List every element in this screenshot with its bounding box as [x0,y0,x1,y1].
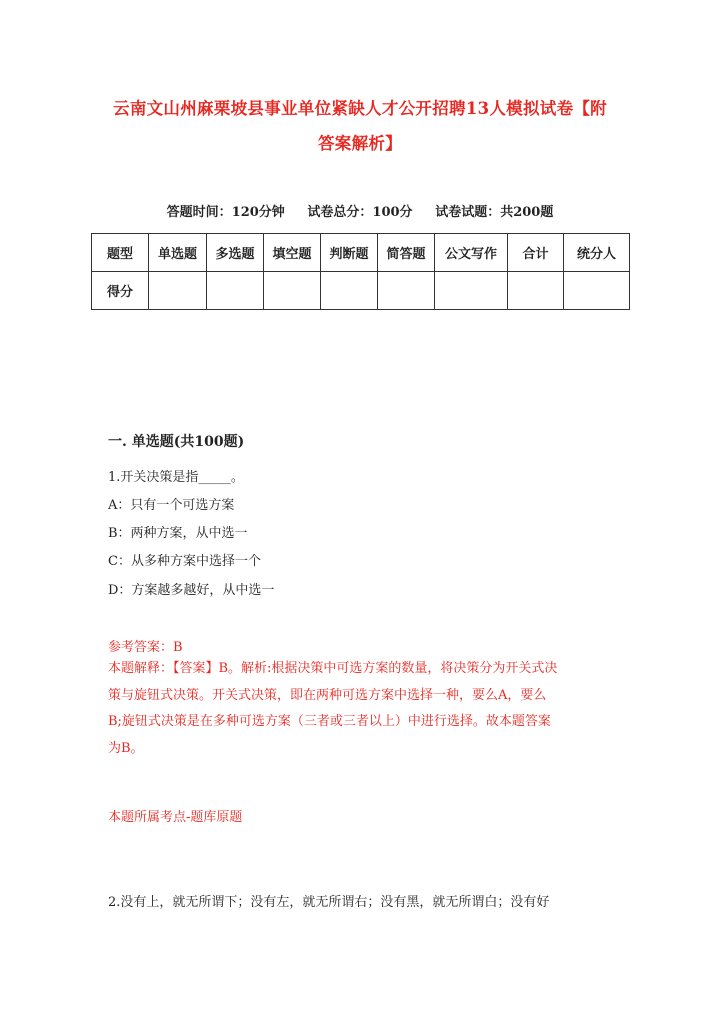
score-cell [378,272,435,310]
question-1-option-a: A：只有一个可选方案 [108,498,235,513]
explanation-line: 策与旋钮式决策。开关式决策，即在两种可选方案中选择一种，要么A，要么 [108,687,547,703]
section-heading: 一. 单选题(共100题) [108,434,245,450]
score-cell [321,272,378,310]
question-1-stem: 1.开关决策是指_____。 [108,470,244,485]
question-1-answer: 参考答案：B [108,640,183,655]
score-cell [435,272,508,310]
document-title-line-1: 云南文山州麻栗坡县事业单位紧缺人才公开招聘13人模拟试卷【附 [113,99,607,118]
explanation-line: B;旋钮式决策是在多种可选方案（三者或三者以上）中进行选择。故本题答案 [108,714,551,729]
score-row-label: 得分 [92,272,149,310]
score-table [91,233,630,310]
question-1-option-c: C：从多种方案中选择一个 [108,554,261,569]
score-cell [264,272,321,310]
document-title-line-2: 答案解析】 [318,134,402,153]
score-cell [564,272,630,310]
header-cell-document-writing: 公文写作 [435,234,508,272]
exam-info: 答题时间：120分钟 试卷总分：100分 试卷试题：共200题 [166,205,554,220]
question-1-option-b: B：两种方案，从中选一 [108,526,248,541]
score-cell [149,272,207,310]
header-cell-total: 合计 [508,234,564,272]
score-cell [508,272,564,310]
explanation-line: 为B。 [108,740,144,756]
header-cell-multiple-choice: 多选题 [207,234,264,272]
score-cell [207,272,264,310]
question-1-source: 本题所属考点-题库原题 [108,810,243,825]
header-cell-true-false: 判断题 [321,234,378,272]
header-cell-single-choice: 单选题 [149,234,207,272]
header-cell-scorer: 统分人 [564,234,630,272]
question-2-stem: 2.没有上，就无所谓下；没有左，就无所谓右；没有黑，就无所谓白；没有好 [108,895,550,910]
header-cell-short-answer: 简答题 [378,234,435,272]
explanation-line: 本题解释：【答案】B。解析:根据决策中可选方案的数量，将决策分为开关式决 [108,661,558,676]
question-1-option-d: D：方案越多越好，从中选一 [108,583,275,598]
header-cell-fill-blank: 填空题 [264,234,321,272]
score-table-score-row [92,272,630,310]
question-1-explanation [108,656,608,762]
score-table-header-row [92,234,630,272]
header-cell-type: 题型 [92,234,149,272]
